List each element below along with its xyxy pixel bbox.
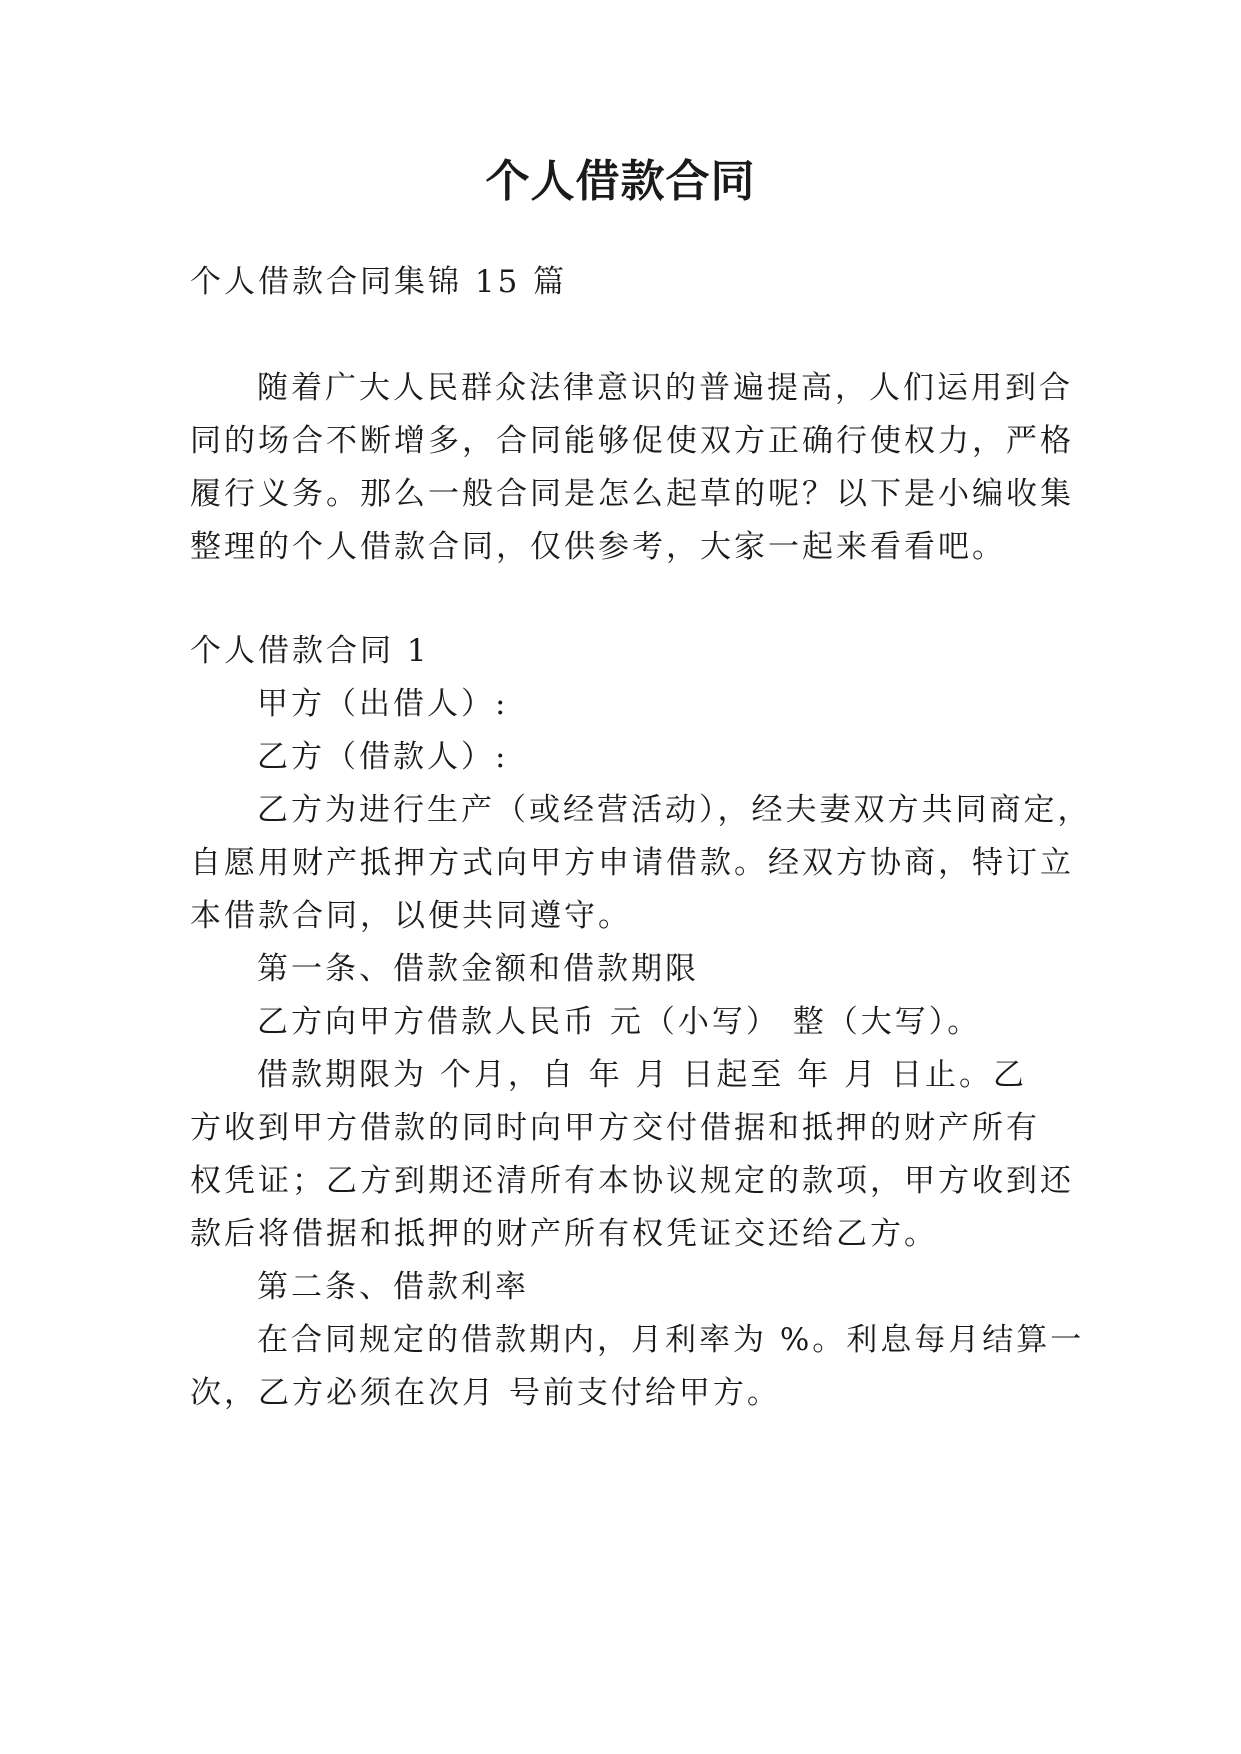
article-1-title: 第一条、借款金额和借款期限 [257, 951, 699, 987]
party-b-line: 乙方（借款人）: [257, 739, 509, 775]
document-title: 个人借款合同 [485, 156, 756, 207]
article-1-amount: 乙方向甲方借款人民币 元（小写） 整（大写）。 [257, 1004, 982, 1040]
purpose-line-1: 乙方为进行生产（或经营活动），经夫妻双方共同商定， [257, 792, 1092, 828]
purpose-line-3: 本借款合同，以便共同遵守。 [190, 898, 632, 934]
intro-line-2: 同的场合不断增多，合同能够促使双方正确行使权力，严格 [190, 423, 1074, 459]
intro-line-3: 履行义务。那么一般合同是怎么起草的呢？以下是小编收集 [190, 476, 1074, 512]
intro-line-1: 随着广大人民群众法律意识的普遍提高，人们运用到合 [257, 370, 1073, 406]
article-2-title: 第二条、借款利率 [257, 1269, 529, 1305]
article-1-term-line-2: 方收到甲方借款的同时向甲方交付借据和抵押的财产所有 [190, 1110, 1040, 1146]
document-subtitle: 个人借款合同集锦 15 篇 [190, 264, 568, 300]
article-1-term-line-1: 借款期限为 个月，自 年 月 日起至 年 月 日止。乙 [257, 1057, 1027, 1093]
party-a-line: 甲方（出借人）: [257, 686, 509, 722]
intro-line-4: 整理的个人借款合同，仅供参考，大家一起来看看吧。 [190, 529, 1006, 565]
purpose-line-2: 自愿用财产抵押方式向甲方申请借款。经双方协商，特订立 [190, 845, 1074, 881]
article-1-term-line-4: 款后将借据和抵押的财产所有权凭证交还给乙方。 [190, 1216, 938, 1252]
section-heading: 个人借款合同 1 [190, 633, 430, 669]
article-2-body-line-2: 次，乙方必须在次月 号前支付给甲方。 [190, 1375, 781, 1411]
article-1-term-line-3: 权凭证；乙方到期还清所有本协议规定的款项，甲方收到还 [190, 1163, 1074, 1199]
article-2-body-line-1: 在合同规定的借款期内，月利率为 %。利息每月结算一 [257, 1322, 1085, 1358]
